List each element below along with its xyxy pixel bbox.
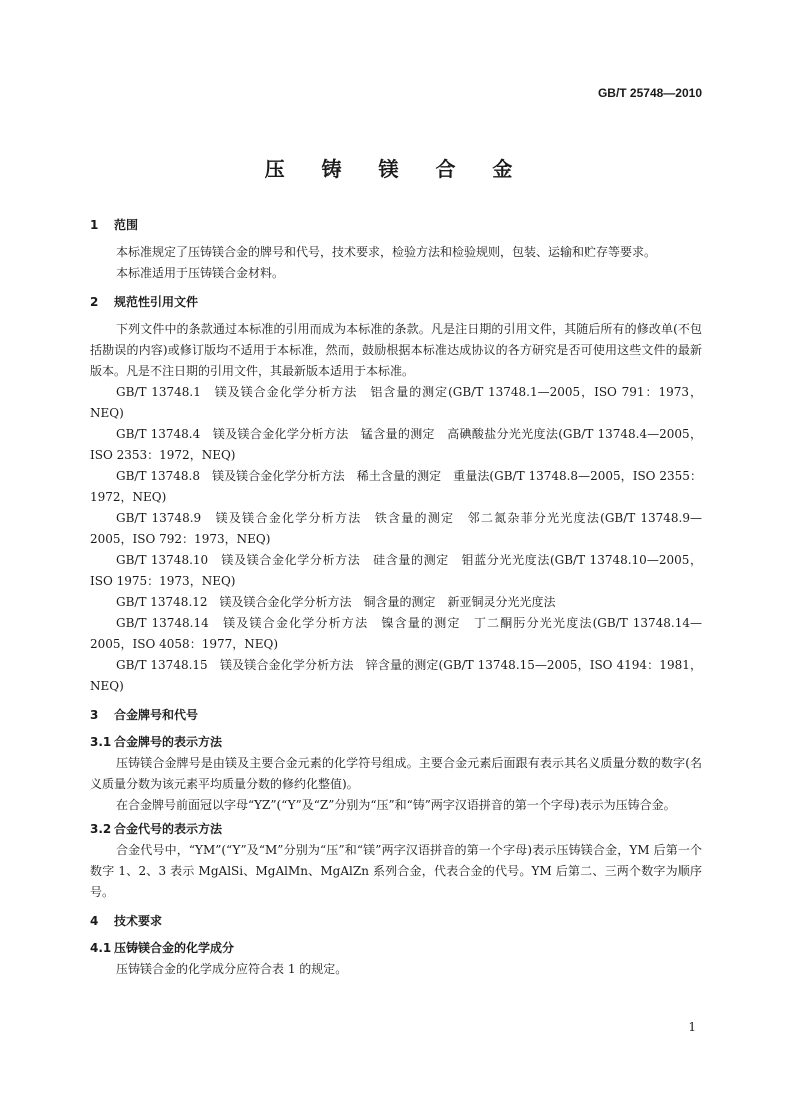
document-body [90, 215, 702, 980]
paragraph: 合金代号中，“YM”(“Y”及“M”分别为“压”和“镁”两字汉语拼音的第一个字母)表示压铸镁合金，YM 后第一个数字 1、2、3 表示 MgAlSi、MgAlMn、MgAlZn 系列合金，代表合金的代号。YM 后第二、三两个数字为顺序号。 [90, 843, 702, 899]
section-number: 4.1 [90, 941, 112, 955]
paragraph: 本标准规定了压铸镁合金的牌号和代号，技术要求，检验方法和检验规则，包装、运输和贮存等要求。 [116, 245, 657, 259]
section-number: 2 [90, 295, 99, 309]
document-title: 压 铸 镁 合 金 [264, 157, 528, 181]
paragraph: 下列文件中的条款通过本标准的引用而成为本标准的条款。凡是注日期的引用文件，其随后所有的修改单(不包括勘误的内容)或修订版均不适用于本标准，然而，鼓励根据本标准达成协议的各方研究是否可使用这些文件的最新版本。凡是不注日期的引用文件，其最新版本适用于本标准。 [90, 322, 702, 378]
section-title: 合金牌号的表示方法 [114, 735, 223, 749]
subsection-heading-3-2 [90, 819, 702, 840]
page-number: 1 [688, 1020, 696, 1034]
section-heading-3 [90, 705, 702, 726]
reference-item: GB/T 13748.10 镁及镁合金化学分析方法 硅含量的测定 钼蓝分光光度法(GB/T 13748.10—2005，ISO 1975：1973，NEQ) [90, 553, 702, 588]
reference-item: GB/T 13748.4 镁及镁合金化学分析方法 锰含量的测定 高碘酸盐分光光度法(GB/T 13748.4—2005，ISO 2353：1972，NEQ) [90, 427, 702, 462]
section-title: 规范性引用文件 [114, 295, 199, 309]
section-heading-2 [90, 292, 702, 313]
standard-number: GB/T 25748—2010 [597, 86, 702, 100]
section-title: 技术要求 [114, 914, 163, 928]
section-number: 3 [90, 708, 99, 722]
section-heading-4 [90, 911, 702, 932]
section-heading-1 [90, 215, 702, 236]
subsection-heading-4-1 [90, 938, 702, 959]
reference-item: GB/T 13748.1 镁及镁合金化学分析方法 铝含量的测定(GB/T 13748.1—2005，ISO 791：1973，NEQ) [90, 385, 702, 420]
reference-item: GB/T 13748.15 镁及镁合金化学分析方法 锌含量的测定(GB/T 13748.15—2005，ISO 4194：1981，NEQ) [90, 658, 702, 693]
section-title: 合金牌号和代号 [114, 708, 199, 722]
section-number: 3.1 [90, 735, 112, 749]
reference-item: GB/T 13748.9 镁及镁合金化学分析方法 铁含量的测定 邻二氮杂菲分光光度法(GB/T 13748.9—2005，ISO 792：1973，NEQ) [90, 511, 702, 546]
paragraph: 压铸镁合金的化学成分应符合表 1 的规定。 [116, 962, 348, 976]
reference-item: GB/T 13748.14 镁及镁合金化学分析方法 镍含量的测定 丁二酮肟分光光度法(GB/T 13748.14—2005，ISO 4058：1977，NEQ) [90, 616, 702, 651]
section-number: 1 [90, 218, 99, 232]
subsection-heading-3-1 [90, 732, 702, 753]
section-title: 压铸镁合金的化学成分 [114, 941, 235, 955]
reference-item: GB/T 13748.12 镁及镁合金化学分析方法 铜含量的测定 新亚铜灵分光光度法 [116, 595, 556, 609]
paragraph: 本标准适用于压铸镁合金材料。 [116, 266, 285, 280]
section-title: 范围 [114, 218, 139, 232]
section-number: 3.2 [90, 822, 112, 836]
section-number: 4 [90, 914, 99, 928]
section-title: 合金代号的表示方法 [114, 822, 223, 836]
paragraph: 压铸镁合金牌号是由镁及主要合金元素的化学符号组成。主要合金元素后面跟有表示其名义质量分数的数字(名义质量分数为该元素平均质量分数的修约化整值)。 [90, 756, 702, 791]
reference-item: GB/T 13748.8 镁及镁合金化学分析方法 稀土含量的测定 重量法(GB/T 13748.8—2005，ISO 2355：1972，NEQ) [90, 469, 702, 504]
paragraph: 在合金牌号前面冠以字母“YZ”(“Y”及“Z”分别为“压”和“铸”两字汉语拼音的第一个字母)表示为压铸合金。 [116, 798, 676, 812]
